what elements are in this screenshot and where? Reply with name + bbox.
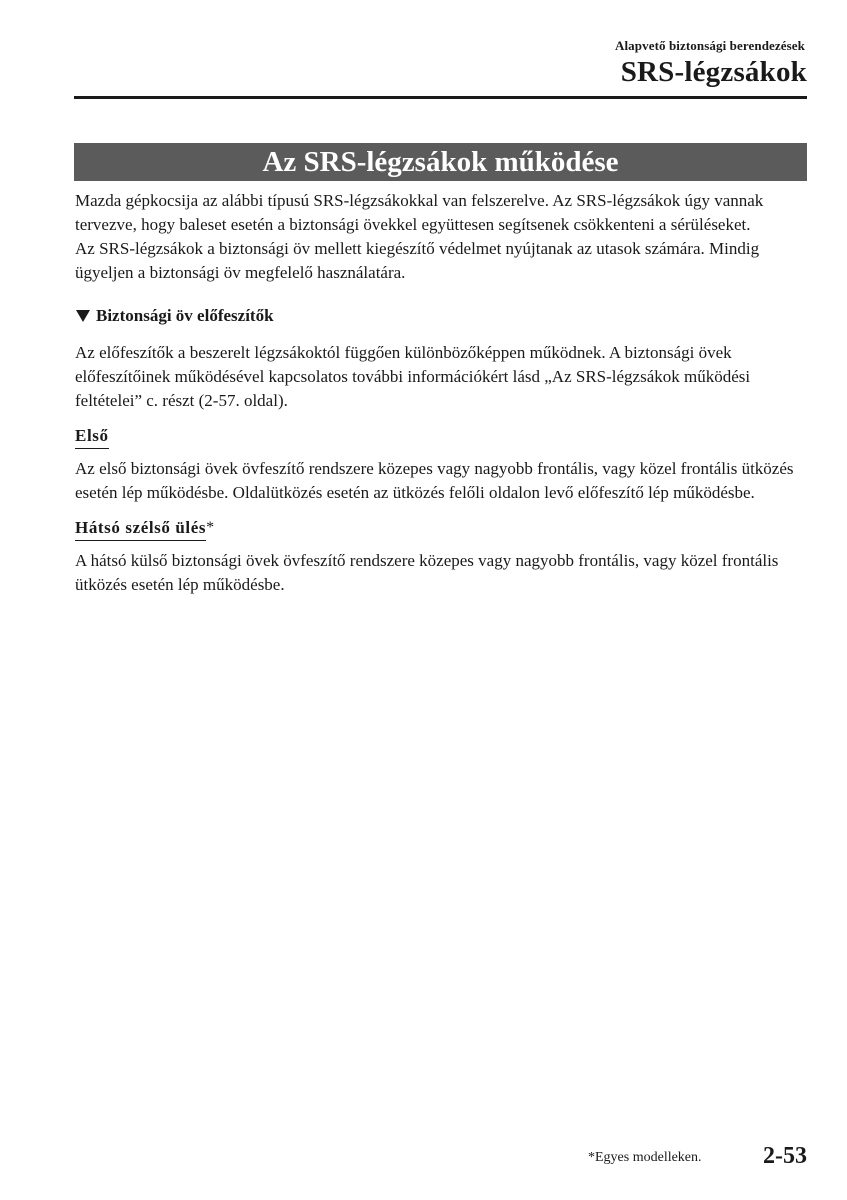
intro-paragraph-2: Az SRS-légzsákok a biztonsági öv mellett kiegészítő védelmet nyújtanak az utasok számára. Mindig ügyeljen a biztonsági öv megfelelő használatára.	[75, 239, 760, 282]
front-paragraph: Az első biztonsági övek övfeszítő rendszere közepes vagy nagyobb frontális, vagy közel frontális ütközés esetén lép működésbe. Oldalütközés esetén az ütközés felőli oldalon levő előfeszítő lép működésbe.	[75, 459, 794, 502]
rear-heading-text: Hátsó szélső ülés	[75, 517, 206, 541]
rear-paragraph: A hátsó külső biztonsági övek övfeszítő rendszere közepes vagy nagyobb frontális, vagy közel frontális ütközés esetén lép működésbe.	[75, 551, 779, 594]
pretensioner-paragraph: Az előfeszítők a beszerelt légzsákoktól függően különbözőképpen működnek. A biztonsági övek előfeszítőinek működésével kapcsolatos további információkért lásd „Az SRS-légzsákok működési feltételei” c. részt (2-57. oldal).	[75, 343, 751, 410]
footnote: *Egyes modelleken.	[588, 1150, 702, 1165]
optional-asterisk: *	[206, 519, 215, 536]
rear-heading	[75, 517, 807, 541]
page-title: Az SRS-légzsákok működése	[74, 143, 807, 181]
header-divider	[74, 96, 807, 99]
chapter-title: SRS-légzsákok	[620, 56, 807, 88]
front-heading	[75, 425, 807, 449]
section-header: Alapvető biztonsági berendezések	[614, 38, 805, 53]
pretensioner-heading	[75, 305, 807, 327]
intro-paragraph-1: Mazda gépkocsija az alábbi típusú SRS-légzsákokkal van felszerelve. Az SRS-légzsákok úgy vannak tervezve, hogy baleset esetén a biztonsági övekkel együttesen segítsenek csökkenteni a sérüléseket.	[75, 191, 764, 234]
front-heading-text: Első	[75, 425, 109, 449]
pretensioner-heading-text: Biztonsági öv előfeszítők	[96, 306, 274, 325]
body-content	[75, 189, 807, 597]
page-number: 2-53	[763, 1143, 807, 1169]
triangle-down-icon	[76, 310, 90, 322]
